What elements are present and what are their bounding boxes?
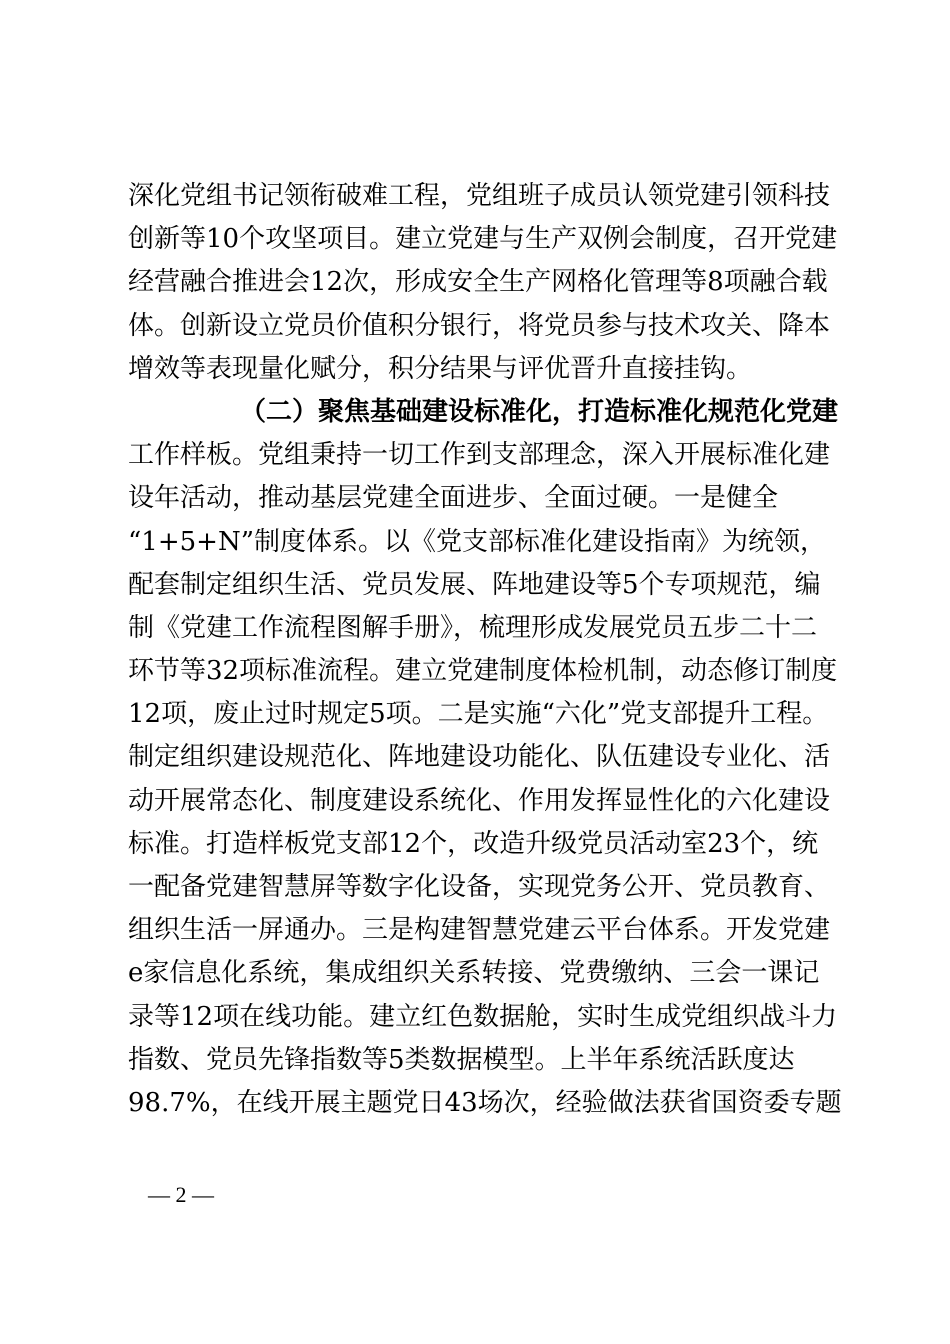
- text-line: e家信息化系统，集成组织关系转接、党费缴纳、三会一课记: [128, 958, 820, 989]
- text-line: 录等12项在线功能。建立红色数据舱，实时生成党组织战斗力: [128, 1001, 838, 1032]
- text-line: 环节等32项标准流程。建立党建制度体检机制，动态修订制度: [128, 656, 838, 687]
- text-line: 增效等表现量化赋分，积分结果与评优晋升直接挂钩。: [128, 353, 753, 384]
- text-line: 体。创新设立党员价值积分银行，将党员参与技术攻关、降本: [128, 310, 831, 341]
- text-line: 指数、党员先锋指数等5类数据模型。上半年系统活跃度达: [128, 1044, 795, 1075]
- text-line: 配套制定组织生活、党员发展、阵地建设等5个专项规范，编: [128, 569, 821, 600]
- body-text: [128, 175, 842, 1125]
- text-line: 经营融合推进会12次，形成安全生产网格化管理等8项融合载: [128, 267, 828, 298]
- text-line: “1+5+N”制度体系。以《党支部标准化建设指南》为统领，: [128, 526, 826, 557]
- text-line: 组织生活一屏通办。三是构建智慧党建云平台体系。开发党建: [128, 915, 831, 946]
- text-line: 工作样板。党组秉持一切工作到支部理念，深入开展标准化建: [128, 440, 831, 471]
- page-number: — 2 —: [148, 1182, 214, 1207]
- text-line: 动开展常态化、制度建设系统化、作用发挥显性化的六化建设: [128, 785, 831, 816]
- text-line: 98.7%，在线开展主题党日43场次，经验做法获省国资委专题: [128, 1087, 842, 1118]
- text-line: 一配备党建智慧屏等数字化设备，实现党务公开、党员教育、: [128, 872, 831, 902]
- text-line: 制定组织建设规范化、阵地建设功能化、队伍建设专业化、活: [128, 742, 831, 773]
- text-line: 标准。打造样板党支部12个，改造升级党员活动室23个，统: [128, 828, 819, 859]
- text-line: 12项，废止过时规定5项。二是实施“六化”党支部提升工程。: [128, 699, 829, 730]
- text-line: 深化党组书记领衔破难工程，党组班子成员认领党建引领科技: [128, 181, 831, 211]
- text-line: 创新等10个攻坚项目。建立党建与生产双例会制度，召开党建: [128, 224, 838, 255]
- section-heading: （二）聚焦基础建设标准化，打造标准化规范化党建: [240, 396, 839, 427]
- text-line: 设年活动，推动基层党建全面进步、全面过硬。一是健全: [128, 483, 779, 514]
- text-line: 制《党建工作流程图解手册》，梳理形成发展党员五步二十二: [128, 612, 818, 643]
